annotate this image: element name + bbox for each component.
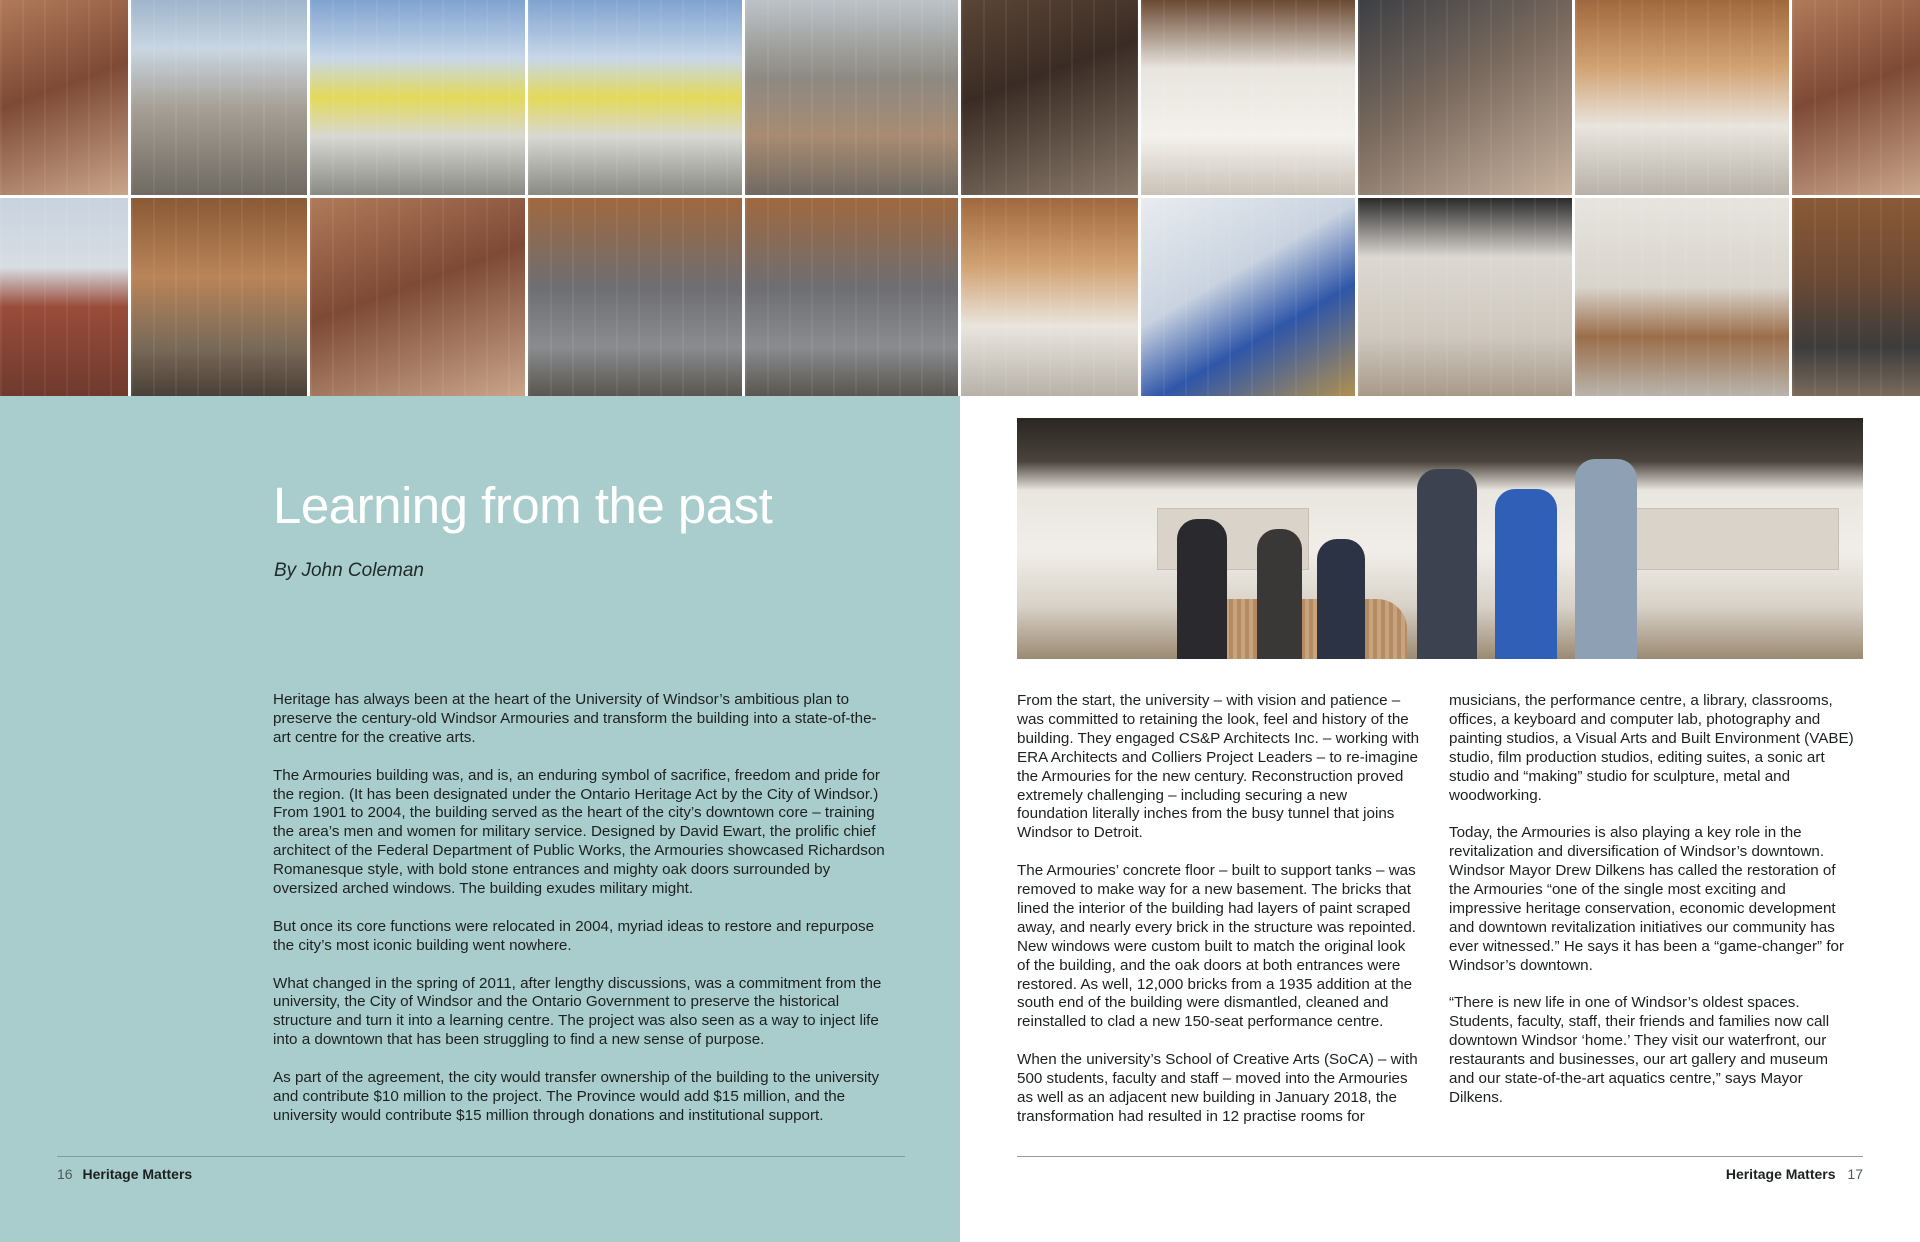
paragraph: “There is new life in one of Windsor’s oldest spaces. Students, faculty, staff, their friends and families now call downtown Windsor ‘home.’ They visit our waterfront, our restaurants and businesses, our art gallery and museum and our state-of-the-art aquatics centre,” says Mayor Dilkens. [1449,994,1830,1106]
drill-hall-roof-photo [131,198,307,396]
right-page [960,396,1920,1242]
overhead-atrium-photo [1792,198,1920,396]
byline: By John Coleman [274,560,424,581]
paragraph: But once its core functions were relocated in 2004, myriad ideas to restore and repurpose the city’s most iconic building went nowhere. [273,917,875,954]
visitor-figure [1177,519,1227,659]
construction-site-photo [131,0,307,195]
page-number: 17 [1847,1166,1863,1182]
paragraph: From the start, the university – with vision and patience – was committed to retaining the look, feel and history of the building. They engaged CS&P Architects Inc. – working with ERA Architects and Colliers Project Leaders – to re-imagine the Armouries for the new century. Reconstruction proved extremely challenging – including securing a new foundation literally inches from the busy tunnel that joins Windsor to Detroit. [1017,692,1420,842]
paragraph: When the university’s School of Creative Arts (SoCA) – with 500 students, faculty and staff – moved into the Armouries as well as an adjacent new building in January 2018, the transformation had resulted in 12 practise rooms for [1017,1051,1418,1125]
visitor-figure [1495,489,1557,659]
student-drawing-photo [961,0,1138,195]
left-folio [57,1166,192,1182]
visitor-figure [1257,529,1302,659]
paragraph: What changed in the spring of 2011, after lengthy discussions, was a commitment from the university, the City of Windsor and the Ontario Government to preserve the historical structure and turn it into a learning centre. The project was also seen as a way to inject life into a downtown that has been struggling to find a new sense of purpose. [273,974,882,1049]
brick-wall-gallery-photo [1792,0,1920,195]
right-folio [1726,1166,1863,1182]
right-column-a [1017,692,1422,1146]
steel-frame-photo [528,198,742,396]
gallery-space-photo [1358,198,1572,396]
atrium-walkway-photo [1575,0,1789,195]
visitor-figure [1417,469,1477,659]
article-title: Learning from the past [273,477,773,534]
footer-rule [57,1156,905,1157]
paragraph: Heritage has always been at the heart of the University of Windsor’s ambitious plan to preserve the century-old Windsor Armouries and transform the building into a state-of-the-art centre for the creative arts. [273,691,877,746]
left-body-text [273,691,891,1145]
staircase-photo [961,198,1138,396]
visitor-figure [1317,539,1365,659]
gallery-hero-photo [1017,418,1863,659]
lounge-photo [1575,198,1789,396]
yellow-building-photo [310,0,525,195]
demolition-interior-photo [310,198,525,396]
photo-mosaic [0,0,1920,396]
page-number: 16 [57,1166,73,1182]
paragraph: The Armouries building was, and is, an enduring symbol of sacrifice, freedom and pride for the region. (It has been designated under the Ontario Heritage Act by the City of Windsor.) From 1901 to 2004, the building served as the heart of the city’s downtown core – training the area’s men and women for military service. Designed by David Ewart, the prolific chief architect of the Federal Department of Public Works, the Armouries showcased Richardson Romanesque style, with bold stone entrances and mighty oak doors surrounded by oversized arched windows. The building exudes military might. [273,766,885,898]
students-reading-photo [1358,0,1572,195]
white-interior-photo [1141,0,1355,195]
armouries-exterior-photo [0,198,128,396]
right-column-b [1449,692,1854,1127]
visitor-figure [1575,459,1637,659]
steel-roof-photo [745,198,958,396]
paragraph: Today, the Armouries is also playing a key role in the revitalization and diversification of Windsor’s downtown. Windsor Mayor Drew Dilkens has called the restoration of the Armouries “one of the single most exciting and impressive heritage conservation, economic development and downtown revitalization initiatives our community has ever witnessed.” He says it has been a “game-changer” for Windsor’s downtown. [1449,824,1845,974]
brick-interior-photo [0,0,128,195]
musicians-photo [1141,198,1355,396]
footer-rule [1017,1156,1863,1157]
paragraph: musicians, the performance centre, a library, classrooms, offices, a keyboard and computer lab, photography and painting studios, a Visual Arts and Built Environment (VABE) studio, film production studios, editing suites, a sonic art studio and “making” studio for sculpture, metal and woodworking. [1449,692,1854,804]
aerial-armouries-photo [745,0,958,195]
paragraph: As part of the agreement, the city would transfer ownership of the building to the university and contribute $10 million to the project. The Province would add $15 million, and the university would contribute $15 million through donations and institutional support. [273,1069,880,1124]
paragraph: The Armouries’ concrete floor – built to support tanks – was removed to make way for a new basement. The bricks that lined the interior of the building had layers of paint scraped away, and nearly every brick in the structure was repointed. New windows were custom built to match the original look of the building, and the oak doors at both entrances were restored. As well, 12,000 bricks from a 1935 addition at the south end of the building were dismantled, cleaned and reinstalled to clad a new 150-seat performance centre. [1017,862,1417,1031]
publication-title: Heritage Matters [82,1166,193,1182]
left-page [0,396,960,1242]
publication-title: Heritage Matters [1725,1166,1836,1182]
aerial-yellow-building-photo [528,0,742,195]
